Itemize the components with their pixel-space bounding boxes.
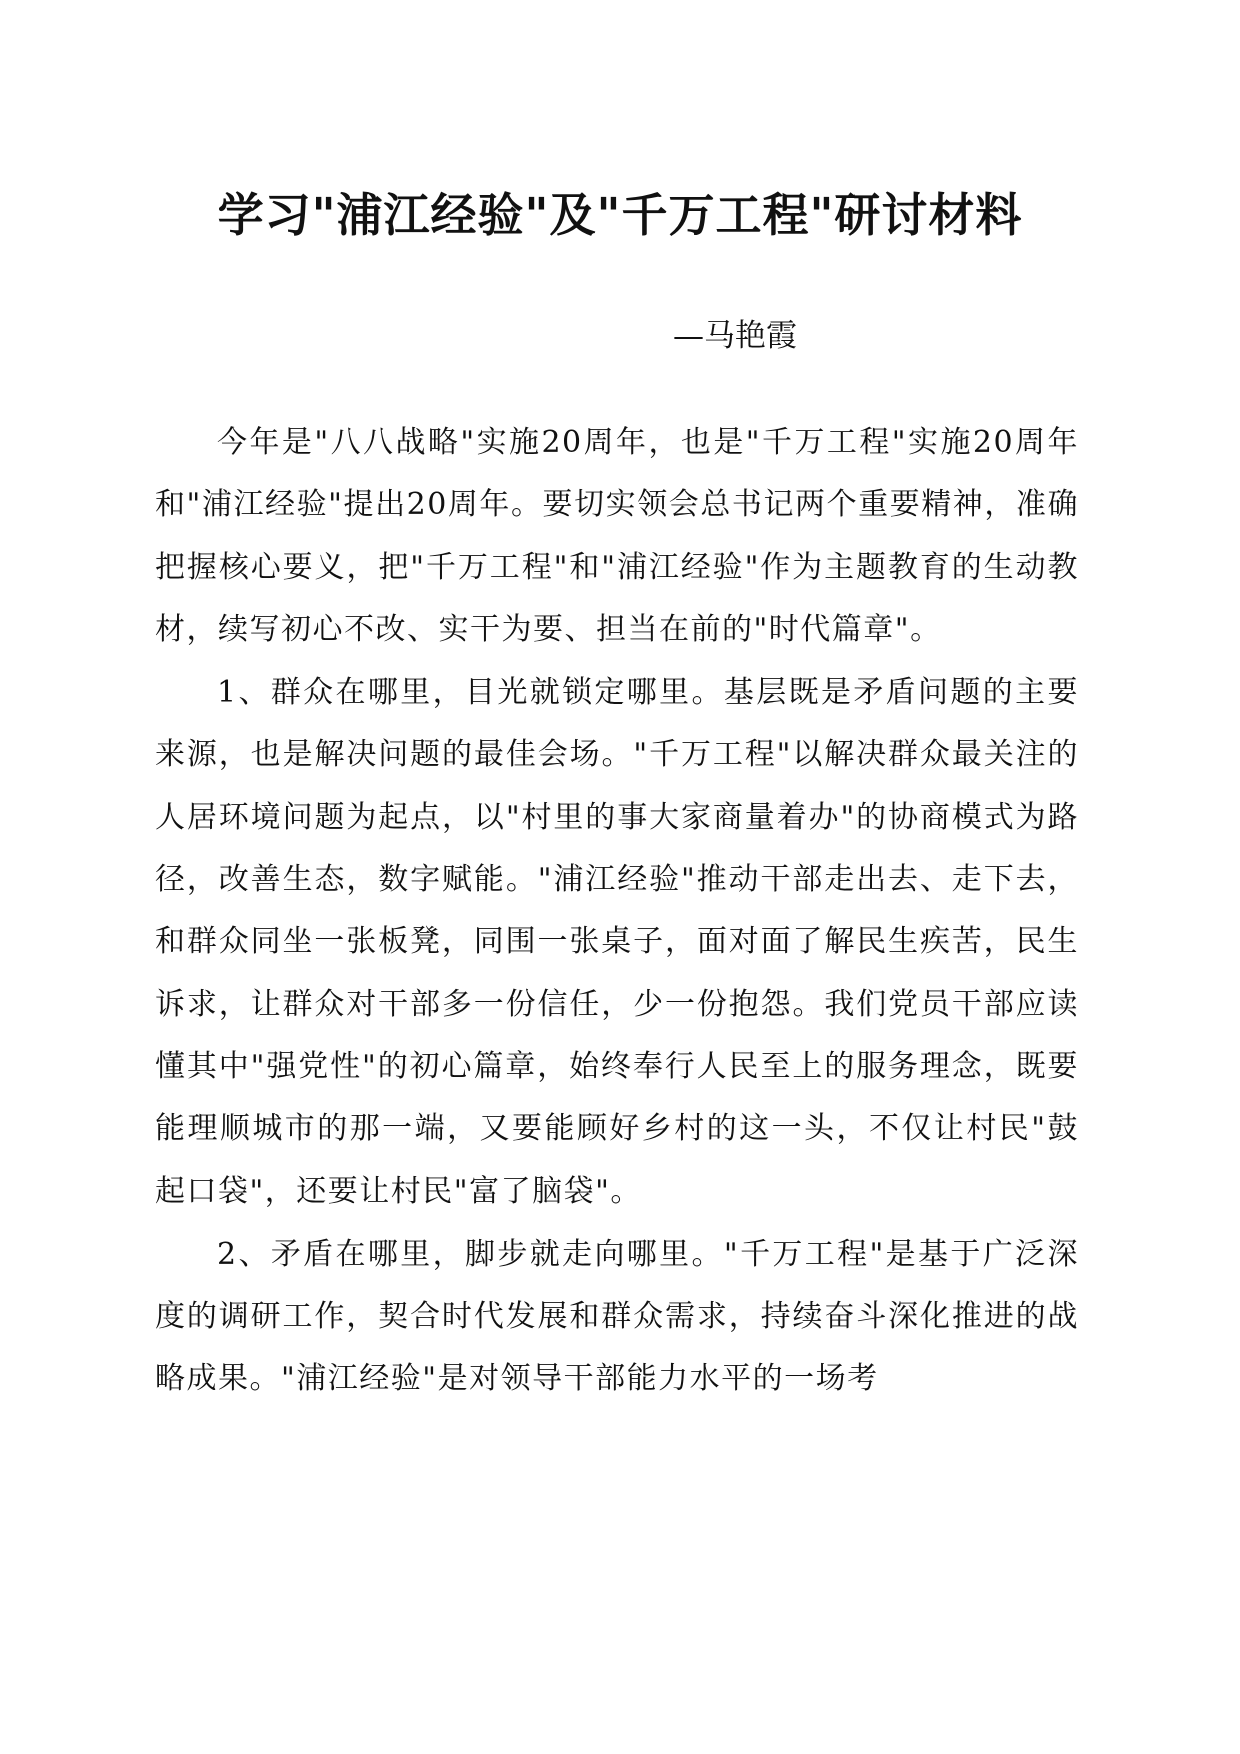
author-line: —马艳霞 bbox=[673, 318, 797, 354]
document-title: 学习"浦江经验"及"千万工程"研讨材料 bbox=[217, 188, 1023, 242]
paragraph-point-1: 1、群众在哪里，目光就锁定哪里。基层既是矛盾问题的主要来源，也是解决问题的最佳会场。"千万工程"以解决群众最关注的人居环境问题为起点，以"村里的事大家商量着办"的协商模式为路径，改善生态，数字赋能。"浦江经验"推动干部走出去、走下去，和群众同坐一张板凳，同围一张桌子，面对面了解民生疾苦，民生诉求，让群众对干部多一份信任，少一份抱怨。我们党员干部应读懂其中"强党性"的初心篇章，始终奉行人民至上的服务理念，既要能理顺城市的那一端，又要能顾好乡村的这一头，不仅让村民"鼓起口袋"，还要让村民"富了脑袋"。 bbox=[155, 675, 1079, 1209]
paragraph-point-2: 2、矛盾在哪里，脚步就走向哪里。"千万工程"是基于广泛深度的调研工作，契合时代发展和群众需求，持续奋斗深化推进的战略成果。"浦江经验"是对领导干部能力水平的一场考 bbox=[155, 1236, 1079, 1397]
paragraph-intro: 今年是"八八战略"实施20周年，也是"千万工程"实施20周年和"浦江经验"提出20周年。要切实领会总书记两个重要精神，准确把握核心要义，把"千万工程"和"浦江经验"作为主题教育的生动教材，续写初心不改、实干为要、担当在前的"时代篇章"。 bbox=[155, 425, 1079, 647]
document-body bbox=[155, 412, 1079, 1412]
